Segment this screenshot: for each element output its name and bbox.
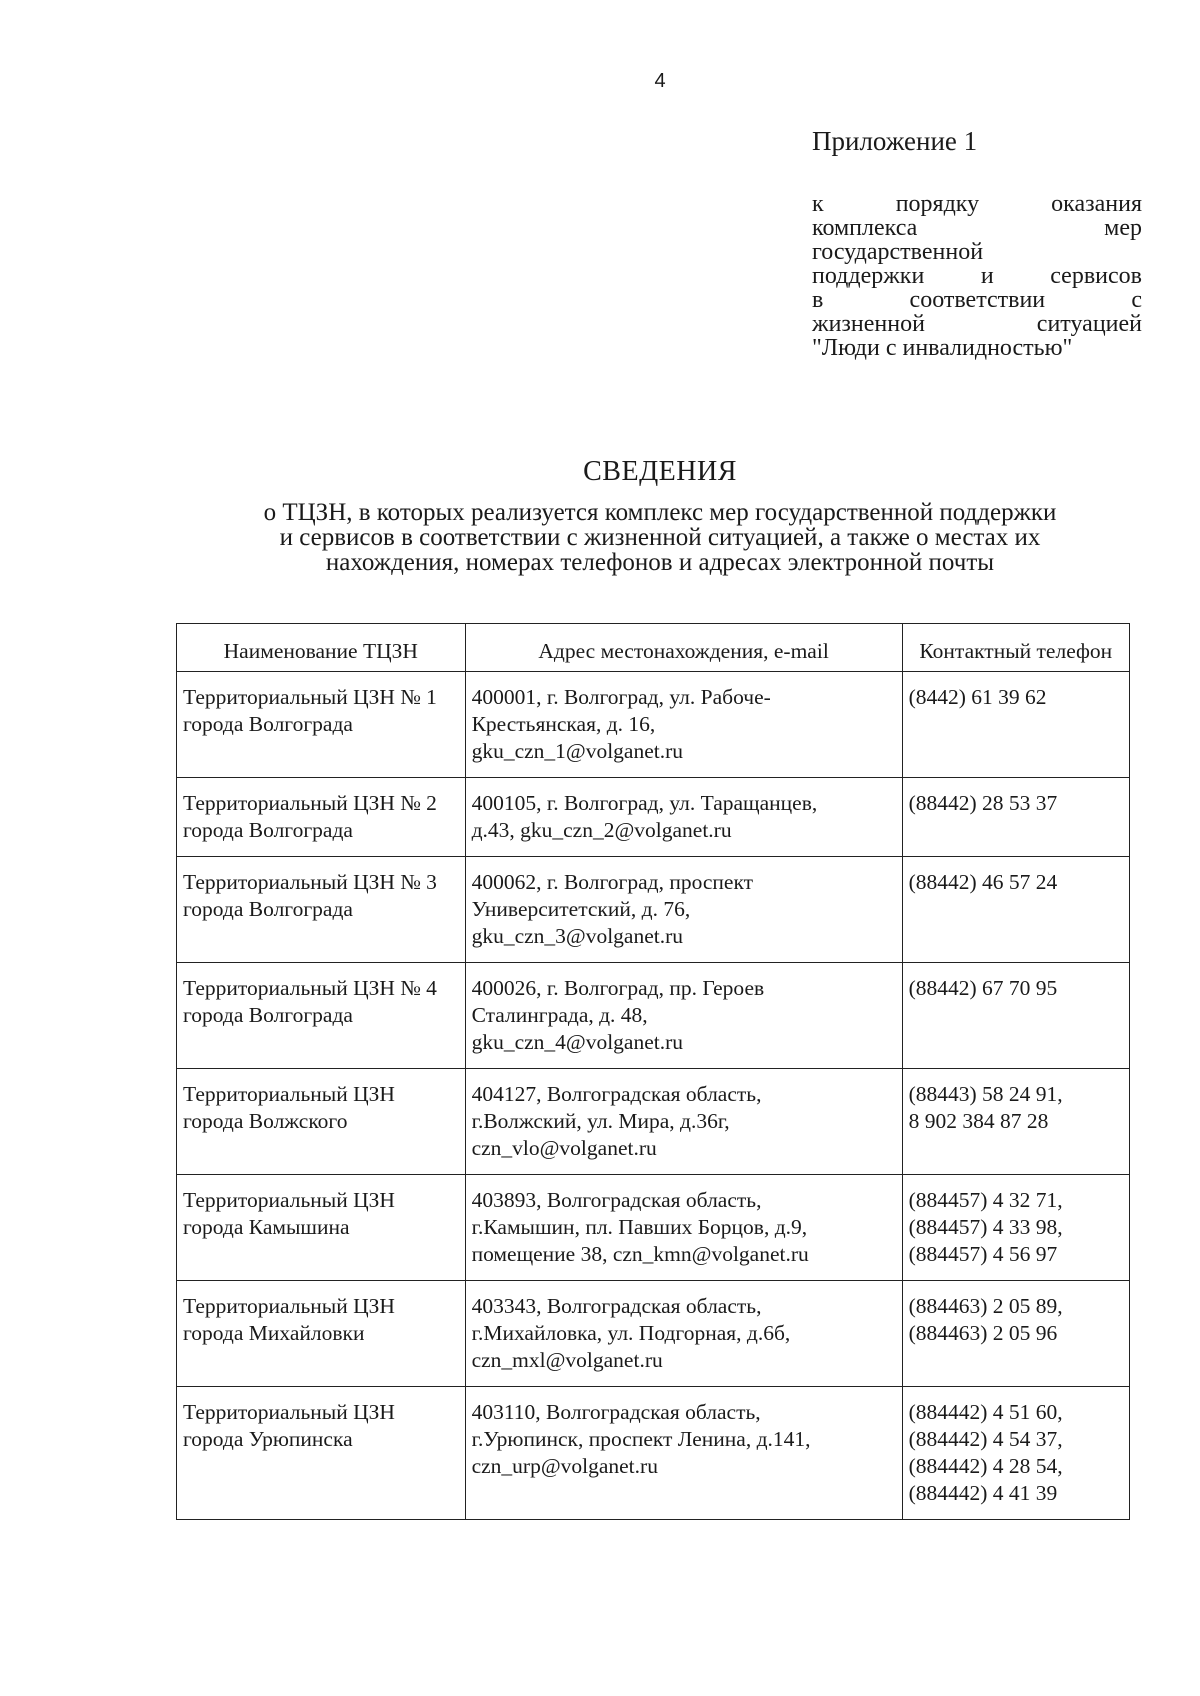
appendix-subtitle-line: государственной (812, 239, 984, 265)
table-row (177, 1069, 1130, 1175)
cell-phone (902, 1281, 1129, 1387)
cell-address (465, 963, 902, 1069)
address-line: 400062, г. Волгоград, проспект (471, 870, 754, 894)
address-line: Крестьянская, д. 16, (471, 712, 656, 736)
name-line: города Урюпинска (183, 1427, 353, 1451)
address-line: г.Камышин, пл. Павших Борцов, д.9, (471, 1215, 808, 1239)
name-line: Территориальный ЦЗН № 3 (183, 870, 437, 894)
cell-name (177, 778, 466, 857)
appendix-subtitle-line: "Люди с инвалидностью" (812, 335, 1073, 361)
address-line: Сталинграда, д. 48, (471, 1003, 648, 1027)
cell-address (465, 1175, 902, 1281)
table-row (177, 778, 1130, 857)
cell-phone (902, 672, 1129, 778)
phone-line: (884442) 4 28 54, (908, 1454, 1063, 1478)
phone-line: (88442) 28 53 37 (908, 791, 1058, 815)
document-heading: СВЕДЕНИЯ (583, 456, 737, 487)
phone-line: (88442) 67 70 95 (908, 976, 1058, 1000)
name-line: Территориальный ЦЗН (183, 1294, 395, 1318)
cell-address (465, 778, 902, 857)
appendix-subtitle-line: в соответствии с (812, 287, 1142, 313)
phone-line: 8 902 384 87 28 (908, 1109, 1049, 1133)
phone-line: (884457) 4 56 97 (908, 1242, 1058, 1266)
address-line: gku_czn_1@volganet.ru (471, 739, 684, 763)
address-line: 403110, Волгоградская область, (471, 1400, 761, 1424)
address-line: czn_vlo@volganet.ru (471, 1136, 657, 1160)
document-subheading (175, 500, 1145, 575)
cell-name (177, 1387, 466, 1520)
cell-address (465, 672, 902, 778)
cell-phone (902, 1387, 1129, 1520)
page-number: 4 (654, 70, 666, 92)
name-line: города Камышина (183, 1215, 350, 1239)
phone-line: (884457) 4 33 98, (908, 1215, 1063, 1239)
appendix-subtitle-line: к порядку оказания (812, 191, 1142, 217)
name-line: Территориальный ЦЗН (183, 1082, 395, 1106)
header-address: Адрес местонахождения, e-mail (465, 624, 902, 672)
name-line: Территориальный ЦЗН № 1 (183, 685, 437, 709)
subheading-line: о ТЦЗН, в которых реализуется комплекс мер государственной поддержки (263, 499, 1057, 526)
address-line: 404127, Волгоградская область, (471, 1082, 762, 1106)
name-line: Территориальный ЦЗН (183, 1188, 395, 1212)
address-line: г.Михайловка, ул. Подгорная, д.6б, (471, 1321, 791, 1345)
address-line: czn_mxl@volganet.ru (471, 1348, 663, 1372)
cell-phone (902, 1175, 1129, 1281)
name-line: Территориальный ЦЗН № 4 (183, 976, 437, 1000)
subheading-line: и сервисов в соответствии с жизненной ситуацией, а также о местах их (279, 524, 1041, 551)
address-line: 400001, г. Волгоград, ул. Рабоче- (471, 685, 771, 709)
cell-address (465, 1387, 902, 1520)
phone-line: (8442) 61 39 62 (908, 685, 1047, 709)
phone-line: (88442) 46 57 24 (908, 870, 1058, 894)
appendix-title: Приложение 1 (812, 126, 978, 156)
subheading-line: нахождения, номерах телефонов и адресах электронной почты (325, 549, 995, 576)
cell-address (465, 1069, 902, 1175)
appendix-subtitle-line: жизненной ситуацией (812, 311, 1142, 337)
header-name: Наименование ТЦЗН (177, 624, 466, 672)
cell-name (177, 672, 466, 778)
header-phone: Контактный телефон (902, 624, 1129, 672)
name-line: города Михайловки (183, 1321, 365, 1345)
address-line: 403343, Волгоградская область, (471, 1294, 762, 1318)
name-line: города Волжского (183, 1109, 348, 1133)
cell-name (177, 1069, 466, 1175)
name-line: Территориальный ЦЗН № 2 (183, 791, 437, 815)
table-body (177, 672, 1130, 1520)
phone-line: (88443) 58 24 91, (908, 1082, 1063, 1106)
table-row (177, 1175, 1130, 1281)
appendix-subtitle (812, 192, 1142, 360)
cell-name (177, 857, 466, 963)
table-row (177, 857, 1130, 963)
tczn-table (176, 623, 1130, 1520)
phone-line: (884442) 4 41 39 (908, 1481, 1058, 1505)
address-line: 403893, Волгоградская область, (471, 1188, 762, 1212)
phone-line: (884463) 2 05 89, (908, 1294, 1063, 1318)
cell-name (177, 1281, 466, 1387)
address-line: gku_czn_4@volganet.ru (471, 1030, 684, 1054)
table-row (177, 1281, 1130, 1387)
name-line: города Волгограда (183, 712, 353, 736)
phone-line: (884442) 4 54 37, (908, 1427, 1063, 1451)
cell-phone (902, 1069, 1129, 1175)
cell-name (177, 1175, 466, 1281)
address-line: г.Урюпинск, проспект Ленина, д.141, (471, 1427, 811, 1451)
name-line: города Волгограда (183, 1003, 353, 1027)
table-row (177, 1387, 1130, 1520)
address-line: gku_czn_3@volganet.ru (471, 924, 684, 948)
table-header-row (177, 624, 1130, 672)
name-line: города Волгограда (183, 897, 353, 921)
table-row (177, 672, 1130, 778)
appendix-subtitle-line: поддержки и сервисов (812, 263, 1142, 289)
phone-line: (884442) 4 51 60, (908, 1400, 1063, 1424)
cell-phone (902, 778, 1129, 857)
address-line: 400105, г. Волгоград, ул. Таращанцев, (471, 791, 818, 815)
name-line: города Волгограда (183, 818, 353, 842)
phone-line: (884457) 4 32 71, (908, 1188, 1063, 1212)
address-line: czn_urp@volganet.ru (471, 1454, 658, 1478)
appendix-subtitle-line: комплекса мер (812, 215, 1142, 241)
cell-phone (902, 963, 1129, 1069)
name-line: Территориальный ЦЗН (183, 1400, 395, 1424)
cell-address (465, 857, 902, 963)
phone-line: (884463) 2 05 96 (908, 1321, 1058, 1345)
address-line: 400026, г. Волгоград, пр. Героев (471, 976, 765, 1000)
address-line: помещение 38, czn_kmn@volganet.ru (471, 1242, 809, 1266)
cell-phone (902, 857, 1129, 963)
address-line: д.43, gku_czn_2@volganet.ru (471, 818, 732, 842)
table-row (177, 963, 1130, 1069)
cell-name (177, 963, 466, 1069)
address-line: Университетский, д. 76, (471, 897, 691, 921)
cell-address (465, 1281, 902, 1387)
address-line: г.Волжский, ул. Мира, д.36г, (471, 1109, 730, 1133)
